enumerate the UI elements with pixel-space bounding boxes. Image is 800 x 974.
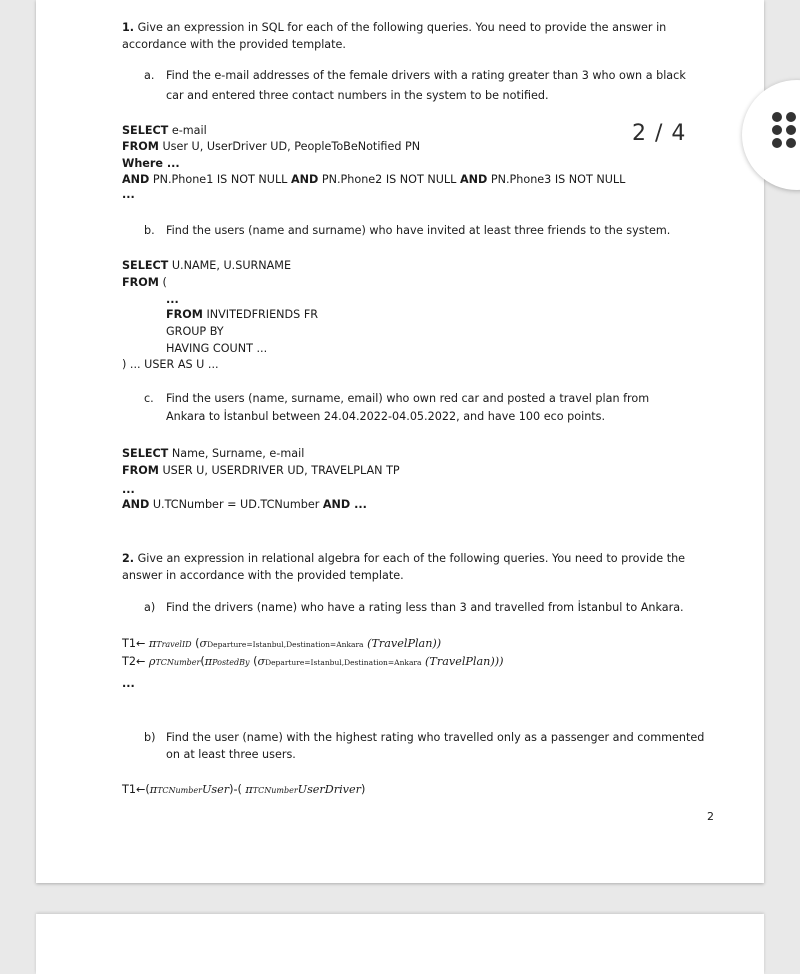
q1-heading-line1: 1. Give an expression in SQL for each of the following queries. You need to provide the answer in [122,21,667,34]
next-page [36,914,764,974]
sql-value: INVITEDFRIENDS FR [202,308,319,321]
sql-keyword: SELECT [122,447,169,460]
sigma-symbol: σ [199,637,208,650]
expr-paren: ( [145,783,150,796]
arrow-icon: ← [135,783,146,796]
expr-paren: ( [200,655,205,668]
q1b-ellipsis: ... [166,293,179,306]
q1b-from-line [122,276,167,290]
q2a-t1-expression [122,637,441,652]
sql-keyword: FROM [166,308,203,321]
q1c-label: c. [144,392,154,405]
relation-name: (TravelPlan)) [363,637,442,650]
q2a-ellipsis: ... [122,677,135,690]
subscript: PostedBy [212,658,250,667]
sql-value: PN.Phone2 IS NOT NULL [318,173,460,186]
sigma-symbol: σ [257,655,266,668]
sql-keyword: SELECT [122,124,169,137]
expr-paren: ) [360,783,366,796]
q1a-text-line2: car and entered three contact numbers in the system to be notified. [166,89,549,102]
sql-value: U.NAME, U.SURNAME [168,259,292,272]
pi-symbol: π [245,783,253,796]
q1b-text: Find the users (name and surname) who have invited at least three friends to the system. [166,224,671,237]
question-number: 1. [122,21,135,34]
q1a-label: a. [144,69,155,82]
sql-keyword: AND [459,173,488,186]
relation-name: User [201,783,230,796]
expr-var: T1 [122,637,136,650]
q2a-t2-expression [122,655,503,670]
sql-value: USER U, USERDRIVER UD, TRAVELPLAN TP [158,464,400,477]
q1c-ellipsis: ... [122,483,135,496]
expr-var: T2 [122,655,136,668]
q1b-group-by: GROUP BY [166,325,224,338]
q1a-select-line [122,124,207,138]
q1-heading-line2: accordance with the provided template. [122,38,346,51]
q2-heading-line2: answer in accordance with the provided template. [122,569,404,582]
subscript: Departure=Istanbul,Destination=Ankara [265,658,422,667]
sql-value: PN.Phone1 IS NOT NULL [149,173,291,186]
sql-value: User U, UserDriver UD, PeopleToBeNotified PN [158,140,421,153]
subscript: TCNumber [252,786,298,795]
sql-value: PN.Phone3 IS NOT NULL [487,173,626,186]
expr-paren: ( [191,637,200,650]
arrow-icon: ← [135,637,146,650]
q2b-text-line1: Find the user (name) with the highest rating who travelled only as a passenger and commented [166,731,705,744]
expr-operator: )-( [229,783,246,796]
sql-keyword: AND [122,173,150,186]
q1a-ellipsis: ... [122,188,135,201]
expr-paren: ( [249,655,258,668]
q1c-text-line1: Find the users (name, surname, email) who own red car and posted a travel plan from [166,392,650,405]
pi-symbol: π [148,637,157,650]
q2b-label: b) [144,731,156,744]
relation-name: UserDriver [297,783,361,796]
sql-value: e-mail [168,124,207,137]
sql-keyword: AND [322,498,351,511]
q1b-inner-from-line [166,308,318,322]
q2b-text-line2: on at least three users. [166,748,296,761]
page-indicator: 2 / 4 [632,121,687,146]
sql-keyword: FROM [122,140,159,153]
q1c-text-line2: Ankara to İstanbul between 24.04.2022-04.05.2022, and have 100 eco points. [166,410,606,423]
sql-keyword: AND [122,498,150,511]
q2a-label: a) [144,601,156,614]
page-number: 2 [707,810,714,823]
q1b-having: HAVING COUNT ... [166,342,268,355]
q1a-text-line1: Find the e-mail addresses of the female drivers with a rating greater than 3 who own a black [166,69,686,82]
q1b-close-line: ) ... USER AS U ... [122,358,219,371]
q2a-text: Find the drivers (name) who have a rating less than 3 and travelled from İstanbul to Ankara. [166,601,684,614]
rho-symbol: ρ [148,655,156,668]
sql-value: ( [158,276,167,289]
expr-var: T1 [122,783,136,796]
subscript: TCNumber [155,658,201,667]
sql-keyword: FROM [122,276,159,289]
q1a-from-line [122,140,420,154]
subscript: TCNumber [157,786,202,795]
subscript: TravelID [156,640,192,649]
q1c-from-line [122,464,400,478]
question-number: 2. [122,552,135,565]
q1b-label: b. [144,224,155,237]
sql-keyword: SELECT [122,259,169,272]
sql-keyword: AND [290,173,319,186]
pi-symbol: π [204,655,213,668]
relation-name: (TravelPlan))) [421,655,504,668]
q1c-select-line [122,447,304,461]
pi-symbol: π [149,783,158,796]
q1c-and-line [122,498,367,512]
q2b-t1-expression [122,783,365,798]
sql-value: U.TCNumber = UD.TCNumber [149,498,323,511]
arrow-icon: ← [135,655,146,668]
q2-heading-line1: 2. Give an expression in relational algebra for each of the following queries. You need to provide the [122,552,686,565]
q1b-select-line [122,259,291,273]
q1a-and-line [122,173,625,187]
document-page [36,0,764,883]
sql-value: ... [350,498,367,511]
sql-value: Name, Surname, e-mail [168,447,305,460]
sql-keyword: FROM [122,464,159,477]
q1a-where-line: Where ... [122,157,180,170]
subscript: Departure=Istanbul,Destination=Ankara [207,640,364,649]
